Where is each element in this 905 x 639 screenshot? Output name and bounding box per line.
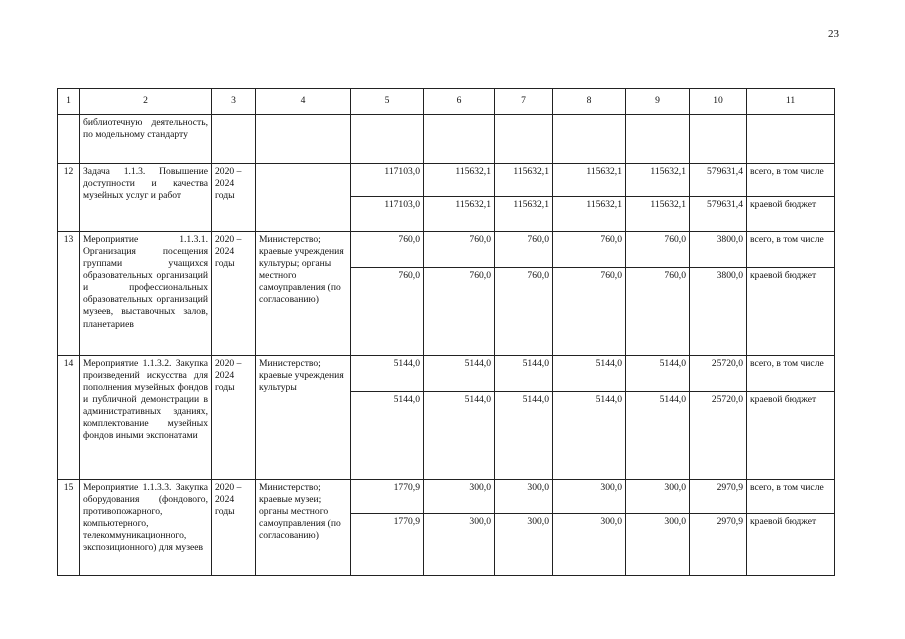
column-header: 7 xyxy=(495,89,553,115)
column-header: 8 xyxy=(553,89,626,115)
value-cell: 115632,1 xyxy=(424,164,495,197)
funding-source: всего, в том числе xyxy=(747,164,835,197)
value-cell: 115632,1 xyxy=(553,197,626,232)
column-header: 4 xyxy=(256,89,351,115)
value-cell: 760,0 xyxy=(495,268,553,356)
column-header: 5 xyxy=(351,89,424,115)
empty-cell xyxy=(58,115,80,164)
item-executor: Министерство; краевые учреждения культуры; органы местного самоуправления (по согласованию) xyxy=(256,232,351,356)
value-cell: 579631,4 xyxy=(690,197,747,232)
continued-text: библиотечную деятельность, по модельному стандарту xyxy=(80,115,212,164)
value-cell: 115632,1 xyxy=(495,197,553,232)
table-row xyxy=(58,232,835,268)
empty-cell xyxy=(690,115,747,164)
funding-source: всего, в том числе xyxy=(747,232,835,268)
empty-cell xyxy=(747,115,835,164)
value-cell: 5144,0 xyxy=(495,392,553,480)
value-cell: 115632,1 xyxy=(626,164,690,197)
table-row xyxy=(58,164,835,197)
value-cell: 300,0 xyxy=(626,514,690,576)
value-cell: 2970,9 xyxy=(690,514,747,576)
item-period: 2020 – 2024 годы xyxy=(212,480,256,576)
value-cell: 760,0 xyxy=(351,232,424,268)
value-cell: 5144,0 xyxy=(351,356,424,392)
row-number: 13 xyxy=(58,232,80,356)
table-row xyxy=(58,480,835,514)
value-cell: 5144,0 xyxy=(351,392,424,480)
funding-source: краевой бюджет xyxy=(747,268,835,356)
value-cell: 5144,0 xyxy=(553,356,626,392)
item-executor: Министерство; краевые учреждения культуры xyxy=(256,356,351,480)
empty-cell xyxy=(351,115,424,164)
item-period: 2020 – 2024 годы xyxy=(212,356,256,480)
item-period: 2020 – 2024 годы xyxy=(212,232,256,356)
page-number: 23 xyxy=(828,28,839,40)
budget-table xyxy=(57,88,835,576)
value-cell: 760,0 xyxy=(553,268,626,356)
funding-source: краевой бюджет xyxy=(747,197,835,232)
header-row xyxy=(58,89,835,115)
item-name: Мероприятие 1.1.3.2. Закупка произведений искусства для пополнения музейных фондов и публичной демонстрации в административных зданиях, комплектование музейных фондов иными экспонатами xyxy=(80,356,212,480)
value-cell: 2970,9 xyxy=(690,480,747,514)
value-cell: 300,0 xyxy=(626,480,690,514)
empty-cell xyxy=(553,115,626,164)
funding-source: всего, в том числе xyxy=(747,480,835,514)
value-cell: 3800,0 xyxy=(690,232,747,268)
funding-source: всего, в том числе xyxy=(747,356,835,392)
value-cell: 117103,0 xyxy=(351,197,424,232)
value-cell: 115632,1 xyxy=(553,164,626,197)
item-name: Мероприятие 1.1.3.1. Организация посещения группами учащихся образовательных организаций и профессиональных образовательных организаций музеев, выставочных залов, планетариев xyxy=(80,232,212,356)
column-header: 10 xyxy=(690,89,747,115)
funding-source: краевой бюджет xyxy=(747,392,835,480)
value-cell: 760,0 xyxy=(495,232,553,268)
value-cell: 25720,0 xyxy=(690,356,747,392)
value-cell: 5144,0 xyxy=(424,392,495,480)
value-cell: 5144,0 xyxy=(424,356,495,392)
item-executor xyxy=(256,164,351,232)
value-cell: 760,0 xyxy=(351,268,424,356)
value-cell: 300,0 xyxy=(495,514,553,576)
value-cell: 300,0 xyxy=(424,480,495,514)
empty-cell xyxy=(626,115,690,164)
value-cell: 3800,0 xyxy=(690,268,747,356)
row-number: 12 xyxy=(58,164,80,232)
value-cell: 115632,1 xyxy=(626,197,690,232)
column-header: 2 xyxy=(80,89,212,115)
value-cell: 5144,0 xyxy=(495,356,553,392)
value-cell: 115632,1 xyxy=(424,197,495,232)
funding-source: краевой бюджет xyxy=(747,514,835,576)
value-cell: 300,0 xyxy=(495,480,553,514)
value-cell: 25720,0 xyxy=(690,392,747,480)
value-cell: 760,0 xyxy=(424,232,495,268)
value-cell: 760,0 xyxy=(626,268,690,356)
empty-cell xyxy=(424,115,495,164)
row-number: 14 xyxy=(58,356,80,480)
value-cell: 1770,9 xyxy=(351,480,424,514)
column-header: 11 xyxy=(747,89,835,115)
column-header: 3 xyxy=(212,89,256,115)
empty-cell xyxy=(212,115,256,164)
table-row xyxy=(58,356,835,392)
item-period: 2020 – 2024 годы xyxy=(212,164,256,232)
empty-cell xyxy=(256,115,351,164)
item-name: Задача 1.1.3. Повышение доступности и качества музейных услуг и работ xyxy=(80,164,212,232)
item-name: Мероприятие 1.1.3.3. Закупка оборудования (фондового, противопожарного, компьютерного, телекоммуникационного, экспозиционного) для музеев xyxy=(80,480,212,576)
value-cell: 579631,4 xyxy=(690,164,747,197)
value-cell: 760,0 xyxy=(626,232,690,268)
value-cell: 115632,1 xyxy=(495,164,553,197)
value-cell: 5144,0 xyxy=(626,392,690,480)
value-cell: 760,0 xyxy=(553,232,626,268)
value-cell: 300,0 xyxy=(553,514,626,576)
value-cell: 5144,0 xyxy=(553,392,626,480)
column-header: 9 xyxy=(626,89,690,115)
value-cell: 760,0 xyxy=(424,268,495,356)
value-cell: 5144,0 xyxy=(626,356,690,392)
column-header: 1 xyxy=(58,89,80,115)
empty-cell xyxy=(495,115,553,164)
value-cell: 117103,0 xyxy=(351,164,424,197)
value-cell: 300,0 xyxy=(553,480,626,514)
value-cell: 300,0 xyxy=(424,514,495,576)
value-cell: 1770,9 xyxy=(351,514,424,576)
row-number: 15 xyxy=(58,480,80,576)
item-executor: Министерство; краевые музеи; органы местного самоуправления (по согласованию) xyxy=(256,480,351,576)
column-header: 6 xyxy=(424,89,495,115)
continuation-row xyxy=(58,115,835,164)
